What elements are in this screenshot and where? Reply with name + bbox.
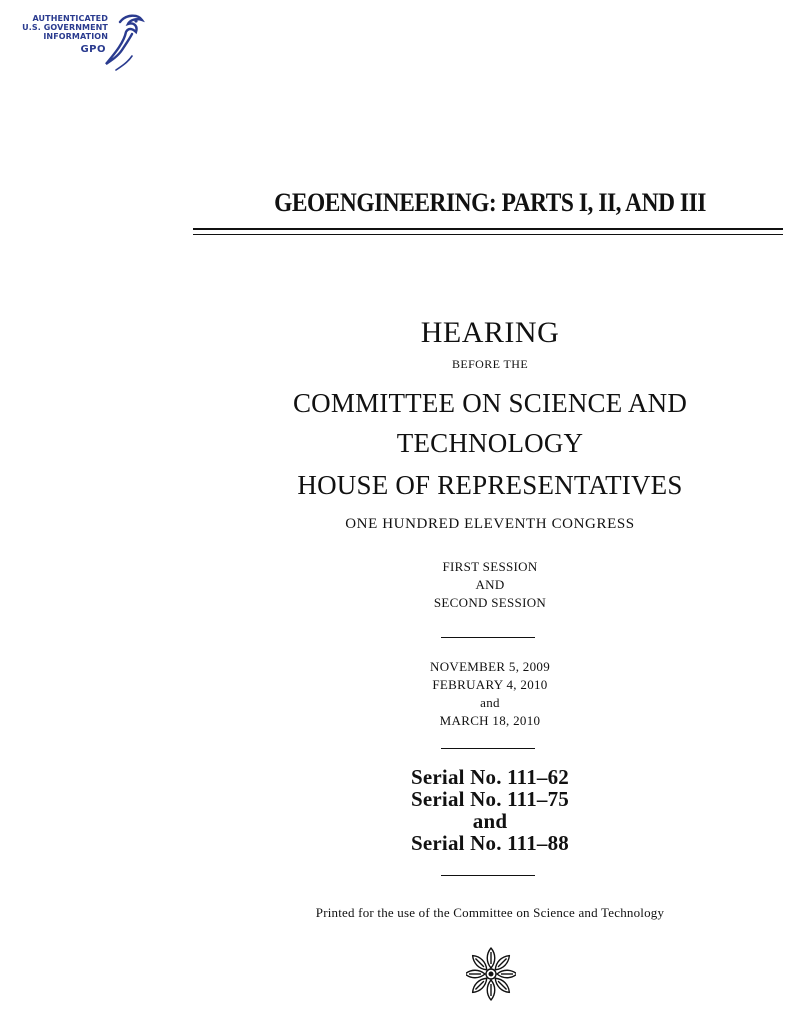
serial-number-2: Serial No. 111–75 [411, 787, 569, 811]
serial-number-1: Serial No. 111–62 [411, 765, 569, 789]
house-of-representatives: HOUSE OF REPRESENTATIVES [297, 470, 683, 500]
title-rule-upper [193, 228, 783, 230]
hearing-date-3: MARCH 18, 2010 [439, 713, 541, 728]
hearing-date-2: FEBRUARY 4, 2010 [432, 677, 548, 692]
title-rule-lower [193, 234, 783, 235]
first-session: FIRST SESSION [442, 559, 538, 574]
seal-line-government: U.S. GOVERNMENT [22, 23, 108, 32]
gpo-eagle-icon [102, 12, 146, 74]
divider-rule [441, 637, 535, 638]
printer-ornament-icon [466, 944, 516, 1004]
seal-line-gpo: GPO [80, 44, 106, 55]
seal-line-information: INFORMATION [43, 32, 108, 41]
before-the-label: BEFORE THE [451, 357, 529, 371]
serial-and: and [472, 809, 508, 833]
printed-for-note: Printed for the use of the Committee on Science and Technology [315, 905, 665, 920]
gpo-authentication-seal [14, 12, 144, 74]
date-and: and [480, 695, 500, 710]
document-title: GEOENGINEERING: PARTS I, II, AND III [274, 188, 706, 217]
hearing-heading: HEARING [420, 316, 560, 349]
seal-line-authenticated: AUTHENTICATED [32, 14, 108, 23]
hearing-date-1: NOVEMBER 5, 2009 [430, 659, 550, 674]
congress-label: ONE HUNDRED ELEVENTH CONGRESS [345, 516, 635, 532]
second-session: SECOND SESSION [433, 595, 547, 610]
divider-rule [441, 748, 535, 749]
session-and: AND [475, 577, 505, 592]
serial-number-3: Serial No. 111–88 [411, 831, 569, 855]
committee-name-line1: COMMITTEE ON SCIENCE AND [292, 388, 688, 418]
committee-name-line2: TECHNOLOGY [396, 428, 584, 458]
divider-rule [441, 875, 535, 876]
